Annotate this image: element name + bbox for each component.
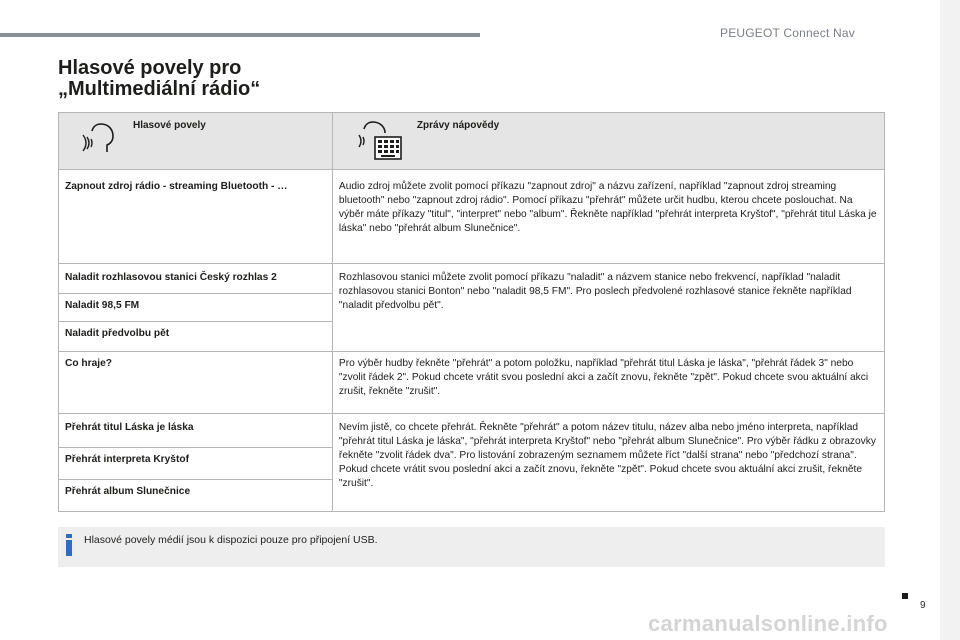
- command-text: Přehrát titul Láska je láska: [65, 422, 194, 433]
- command-cell: [59, 170, 333, 264]
- command-cell: [59, 264, 333, 294]
- voice-commands-table: [58, 112, 885, 512]
- info-note: [58, 527, 885, 567]
- help-text: Rozhlasovou stanici můžete zvolit pomocí příkazu "naladit" a názvem stanice nebo frekvencí, například "naladit rozhlasovou stanici Bonton" nebo "naladit 98,5 FM". Pro poslech předvolené rozhlasové stanice řekněte například "naladit předvolbu pět".: [338, 272, 852, 311]
- command-cell: [59, 480, 333, 512]
- command-text: Přehrát album Slunečnice: [65, 486, 191, 497]
- info-note-text: Hlasové povely médií jsou k dispozici pouze pro připojení USB.: [84, 534, 378, 546]
- table-row: [59, 414, 885, 448]
- page-title-line-1: Hlasové povely pro: [58, 57, 242, 79]
- command-text: Co hraje?: [65, 358, 112, 369]
- top-rule: [0, 33, 480, 37]
- command-cell: [59, 448, 333, 480]
- header-commands-label: Hlasové povely: [133, 120, 206, 131]
- command-cell: [59, 294, 333, 322]
- table-header-row: [59, 113, 885, 170]
- help-cell: [332, 352, 884, 414]
- help-text: Pro výběr hudby řekněte "přehrát" a potom položku, například "přehrát titul Láska je láska", "přehrát řádek 3" nebo "zvolit řádek 2". Pokud chcete vrátit svou poslední akci a začít znovu, řekněte "zpět". Pokud chcete svou aktuální akci zrušit, řekněte "zrušit".: [338, 358, 869, 397]
- help-cell: [332, 414, 884, 512]
- command-text: Naladit předvolbu pět: [65, 328, 170, 339]
- help-text: Audio zdroj můžete zvolit pomocí příkazu "zapnout zdroj" a názvu zařízení, například "zapnout zdroj streaming bluetooth" nebo "zapnout zdroj rádio". Pomocí příkazu "přehrát" můžete určit hudbu, kterou chcete poslouchat. Na výběr máte příkazy "titul", "interpret" nebo "album". Řekněte například "přehrát interpreta Kryštof", "přehrát titul Láska je láska" nebo "přehrát album Slunečnice".: [338, 181, 877, 234]
- header-cell-commands: [59, 113, 333, 170]
- help-cell: [332, 264, 884, 352]
- page-title: [58, 58, 260, 100]
- page-number: 9: [920, 600, 926, 611]
- command-cell: [59, 352, 333, 414]
- help-text: Nevím jistě, co chcete přehrát. Řekněte "přehrát" a potom název titulu, název alba nebo jméno interpreta, například "přehrát titul Láska je láska", "přehrát interpreta Kryštof" nebo "přehrát album Slunečnice". Pro výběr řádku z obrazovky řekněte "zvolit řádek dva". Pro listování zobrazeným seznamem můžete říct "další strana" nebo "předchozí strana". Pokud chcete vrátit svou poslední akci a začít znovu, řekněte "zpět". Pokud chcete svou aktuální akci zrušit, řekněte "zrušit".: [338, 422, 876, 489]
- command-text: Přehrát interpreta Kryštof: [65, 454, 189, 465]
- page-marker: [902, 593, 908, 599]
- command-text: Zapnout zdroj rádio - streaming Bluetooth - …: [65, 181, 288, 192]
- header-cell-help: [332, 113, 884, 170]
- help-cell: [332, 170, 884, 264]
- page-side-strip: [940, 0, 960, 640]
- page-title-line-2: „Multimediální rádio“: [58, 78, 261, 100]
- command-text: Naladit 98,5 FM: [65, 300, 140, 311]
- header-help-label: Zprávy nápovědy: [416, 120, 500, 131]
- info-icon: [65, 534, 73, 561]
- voice-help-keyboard-icon: [357, 119, 405, 168]
- table-row: [59, 352, 885, 414]
- table-row: [59, 170, 885, 264]
- command-cell: [59, 322, 333, 352]
- table-row: [59, 264, 885, 294]
- voice-command-icon: [81, 121, 119, 160]
- watermark: carmanualsonline.info: [648, 611, 888, 636]
- command-text: Naladit rozhlasovou stanici Český rozhlas 2: [65, 272, 277, 283]
- command-cell: [59, 414, 333, 448]
- brand-label: PEUGEOT Connect Nav: [720, 26, 855, 40]
